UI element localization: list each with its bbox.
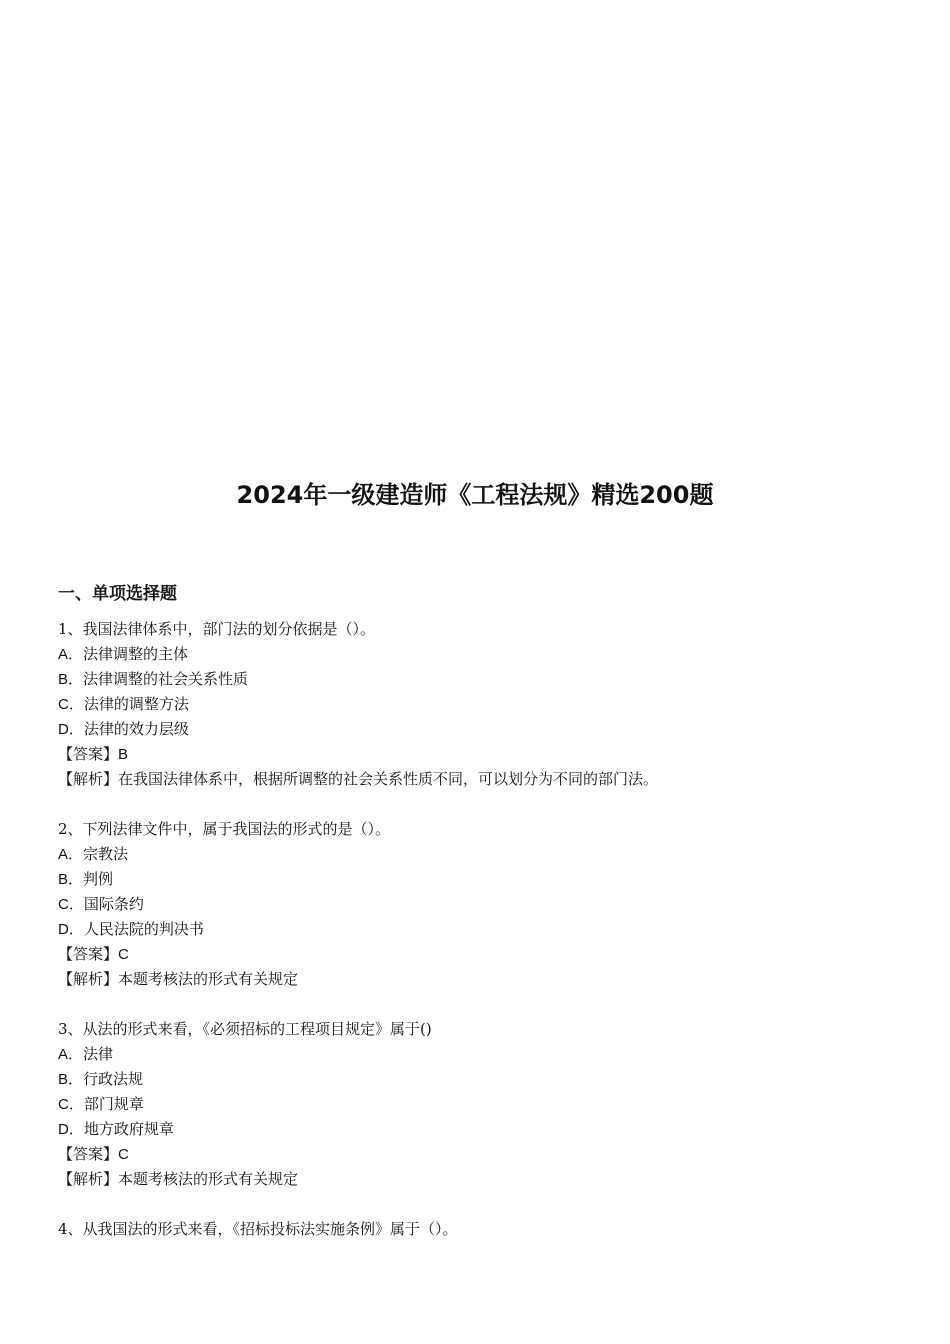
option-letter: A． — [58, 1046, 84, 1063]
option-text: 法律 — [83, 1045, 114, 1063]
question-stem: 1、我国法律体系中，部门法的划分依据是（）。 — [58, 620, 376, 638]
answer-line — [58, 1142, 918, 1167]
analysis-tag: 【解析】 — [58, 770, 119, 788]
option-text: 判例 — [83, 870, 114, 888]
option-letter: D． — [58, 1121, 84, 1138]
option-text: 法律的效力层级 — [83, 720, 189, 738]
answer-tag: 【答案】 — [58, 1145, 119, 1163]
option-d — [58, 917, 918, 942]
option-c — [58, 692, 918, 717]
option-text: 地方政府规章 — [83, 1120, 174, 1138]
option-text: 部门规章 — [83, 1095, 144, 1113]
question-2 — [58, 817, 918, 992]
analysis-line — [58, 1167, 918, 1192]
option-text: 宗教法 — [83, 845, 129, 863]
section-heading: 一、单项选择题 — [58, 584, 177, 604]
analysis-text: 本题考核法的形式有关规定 — [118, 1170, 299, 1188]
option-letter: A． — [58, 846, 84, 863]
answer-line — [58, 742, 918, 767]
option-b — [58, 867, 918, 892]
analysis-line — [58, 967, 918, 992]
answer-value: B — [118, 746, 129, 763]
analysis-tag: 【解析】 — [58, 1170, 119, 1188]
option-d — [58, 717, 918, 742]
question-stem: 4、从我国法的形式来看，《招标投标法实施条例》属于（）。 — [58, 1220, 458, 1238]
option-a — [58, 1042, 918, 1067]
answer-tag: 【答案】 — [58, 945, 119, 963]
option-c — [58, 892, 918, 917]
option-text: 法律调整的社会关系性质 — [83, 670, 249, 688]
option-text: 国际条约 — [83, 895, 144, 913]
option-letter: B． — [58, 871, 84, 888]
question-stem: 3、从法的形式来看，《必须招标的工程项目规定》属于() — [58, 1020, 432, 1038]
option-letter: B． — [58, 671, 84, 688]
document-title: 2024年一级建造师《工程法规》精选200题 — [236, 481, 714, 509]
option-c — [58, 1092, 918, 1117]
option-letter: A． — [58, 646, 84, 663]
option-letter: B． — [58, 1071, 84, 1088]
option-letter: C． — [58, 896, 84, 913]
option-text: 人民法院的判决书 — [83, 920, 204, 938]
option-text: 法律调整的主体 — [83, 645, 189, 663]
option-letter: D． — [58, 921, 84, 938]
answer-value: C — [118, 946, 129, 963]
question-list — [58, 617, 918, 1267]
question-1 — [58, 617, 918, 792]
option-a — [58, 842, 918, 867]
analysis-text: 本题考核法的形式有关规定 — [118, 970, 299, 988]
option-letter: C． — [58, 696, 84, 713]
option-b — [58, 667, 918, 692]
answer-line — [58, 942, 918, 967]
question-4 — [58, 1217, 918, 1242]
analysis-line — [58, 767, 918, 792]
option-letter: C． — [58, 1096, 84, 1113]
option-a — [58, 642, 918, 667]
option-d — [58, 1117, 918, 1142]
option-text: 法律的调整方法 — [83, 695, 189, 713]
option-letter: D． — [58, 721, 84, 738]
analysis-text: 在我国法律体系中，根据所调整的社会关系性质不同，可以划分为不同的部门法。 — [118, 770, 659, 788]
option-b — [58, 1067, 918, 1092]
answer-value: C — [118, 1146, 129, 1163]
analysis-tag: 【解析】 — [58, 970, 119, 988]
option-text: 行政法规 — [83, 1070, 144, 1088]
question-stem: 2、下列法律文件中，属于我国法的形式的是（）。 — [58, 820, 391, 838]
question-3 — [58, 1017, 918, 1192]
answer-tag: 【答案】 — [58, 745, 119, 763]
